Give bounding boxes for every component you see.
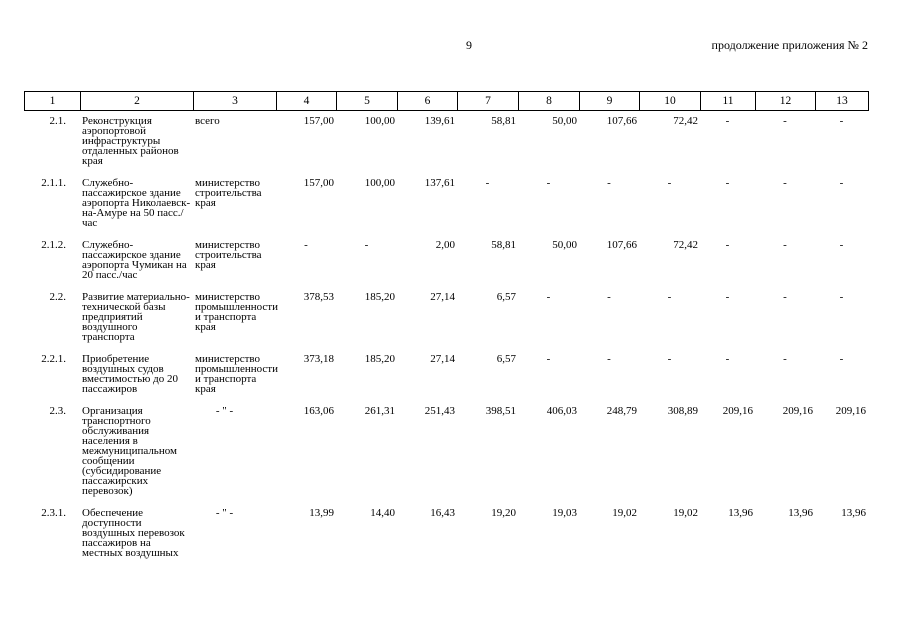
value-cell: 406,03 <box>546 405 577 417</box>
value-cell: - <box>364 239 369 251</box>
header-cell: 5 <box>337 92 398 111</box>
value-cell: - <box>839 239 844 251</box>
value-cell: 13,96 <box>841 507 866 519</box>
value-cell: - <box>304 239 308 251</box>
value-cell: 58,81 <box>491 239 516 251</box>
value-cell: 6,57 <box>496 291 516 303</box>
value-cell: - <box>667 177 672 189</box>
table-row <box>24 508 868 570</box>
value-cell: - <box>725 291 730 303</box>
header-cell: 3 <box>194 92 277 111</box>
header-cell: 4 <box>277 92 337 111</box>
row-name: Обеспечение доступности воздушных перевозок пассажиров на местных воздушных <box>82 507 185 559</box>
value-cell: 16,43 <box>430 507 455 519</box>
table-row <box>24 292 868 354</box>
row-name: Реконструкция аэропортовой инфраструктуры отдаленных районов края <box>82 115 179 167</box>
row-executor: министерство строительства края <box>195 177 262 209</box>
value-cell: 19,20 <box>491 507 516 519</box>
value-cell: 139,61 <box>424 115 455 127</box>
value-cell: 157,00 <box>303 177 334 189</box>
header-cell: 11 <box>701 92 756 111</box>
value-cell: - <box>783 177 787 189</box>
value-cell: 19,02 <box>673 507 698 519</box>
value-cell: 209,16 <box>835 405 866 417</box>
row-number: 2.3.1. <box>41 507 66 519</box>
value-cell: - <box>607 353 611 365</box>
row-number: 2.2. <box>49 291 66 303</box>
header-cell: 8 <box>519 92 580 111</box>
value-cell: 50,00 <box>552 115 577 127</box>
value-cell: 261,31 <box>364 405 395 417</box>
header-table <box>24 91 869 111</box>
value-cell: 248,79 <box>606 405 637 417</box>
value-cell: - <box>839 353 844 365</box>
value-cell: 137,61 <box>424 177 455 189</box>
value-cell: 100,00 <box>364 177 395 189</box>
value-cell: 378,53 <box>303 291 334 303</box>
value-cell: - <box>839 177 844 189</box>
value-cell: 13,96 <box>728 507 753 519</box>
row-number: 2.2.1. <box>41 353 66 365</box>
header-cell: 13 <box>816 92 869 111</box>
table-body <box>24 116 868 570</box>
value-cell: 27,14 <box>430 291 455 303</box>
header-cell: 6 <box>398 92 458 111</box>
value-cell: - <box>725 353 730 365</box>
value-cell: 373,18 <box>303 353 334 365</box>
header-cell: 12 <box>756 92 816 111</box>
value-cell: 308,89 <box>667 405 698 417</box>
table-row <box>24 240 868 292</box>
page-number: 9 <box>466 38 472 52</box>
value-cell: 2,00 <box>435 239 455 251</box>
value-cell: 398,51 <box>485 405 516 417</box>
row-executor: министерство строительства края <box>195 239 262 271</box>
row-number: 2.1.2. <box>41 239 66 251</box>
table-row <box>24 116 868 178</box>
row-name: Приобретение воздушных судов вместимостью до 20 пассажиров <box>82 353 178 395</box>
value-cell: 251,43 <box>424 405 455 417</box>
value-cell: - <box>667 291 672 303</box>
value-cell: 19,03 <box>552 507 577 519</box>
row-executor: - " - <box>215 405 234 417</box>
value-cell: 50,00 <box>552 239 577 251</box>
value-cell: 72,42 <box>673 115 698 127</box>
value-cell: - <box>783 353 787 365</box>
value-cell: - <box>725 177 730 189</box>
header-cell: 9 <box>580 92 640 111</box>
header-cell: 10 <box>640 92 701 111</box>
header-cell: 1 <box>25 92 81 111</box>
row-name: Служебно-пассажирское здание аэропорта Чумикан на 20 пасс./час <box>82 239 187 281</box>
header-row <box>25 92 869 111</box>
value-cell: 13,96 <box>788 507 813 519</box>
row-name: Организация транспортного обслуживания населения в межмуниципальном сообщении (субсидирование пассажирских перевозок) <box>82 405 177 497</box>
value-cell: - <box>783 115 787 127</box>
row-executor: министерство промышленности и транспорта края <box>195 291 278 333</box>
value-cell: - <box>607 291 611 303</box>
table-row <box>24 354 868 406</box>
value-cell: - <box>783 239 787 251</box>
table-row <box>24 178 868 240</box>
value-cell: 100,00 <box>364 115 395 127</box>
row-number: 2.1.1. <box>41 177 66 189</box>
value-cell: - <box>546 353 551 365</box>
value-cell: - <box>783 291 787 303</box>
value-cell: 209,16 <box>722 405 753 417</box>
value-cell: - <box>607 177 611 189</box>
value-cell: 6,57 <box>496 353 516 365</box>
value-cell: 14,40 <box>370 507 395 519</box>
value-cell: - <box>485 177 490 189</box>
value-cell: - <box>725 115 730 127</box>
row-number: 2.3. <box>49 405 66 417</box>
value-cell: 27,14 <box>430 353 455 365</box>
value-cell: 19,02 <box>612 507 637 519</box>
value-cell: 72,42 <box>673 239 698 251</box>
row-executor: министерство промышленности и транспорта края <box>195 353 278 395</box>
data-table <box>24 116 868 570</box>
header-cell: 7 <box>458 92 519 111</box>
row-name: Служебно-пассажирское здание аэропорта Николаевск-на-Амуре на 50 пасс./час <box>82 177 191 229</box>
row-executor: всего <box>195 115 220 127</box>
row-executor: - " - <box>215 507 234 519</box>
row-name: Развитие материально-технической базы предприятий воздушного транспорта <box>82 291 190 343</box>
value-cell: - <box>546 291 551 303</box>
value-cell: 58,81 <box>491 115 516 127</box>
value-cell: 13,99 <box>309 507 334 519</box>
value-cell: 163,06 <box>303 405 334 417</box>
row-number: 2.1. <box>49 115 66 127</box>
value-cell: 185,20 <box>364 353 395 365</box>
value-cell: 157,00 <box>303 115 334 127</box>
value-cell: - <box>546 177 551 189</box>
value-cell: - <box>725 239 730 251</box>
table-row <box>24 406 868 508</box>
value-cell: 107,66 <box>606 115 637 127</box>
appendix-note: продолжение приложения № 2 <box>711 38 868 52</box>
value-cell: - <box>667 353 672 365</box>
value-cell: 107,66 <box>606 239 637 251</box>
value-cell: - <box>839 291 844 303</box>
value-cell: 209,16 <box>782 405 813 417</box>
header-cell: 2 <box>81 92 194 111</box>
value-cell: - <box>839 115 844 127</box>
value-cell: 185,20 <box>364 291 395 303</box>
